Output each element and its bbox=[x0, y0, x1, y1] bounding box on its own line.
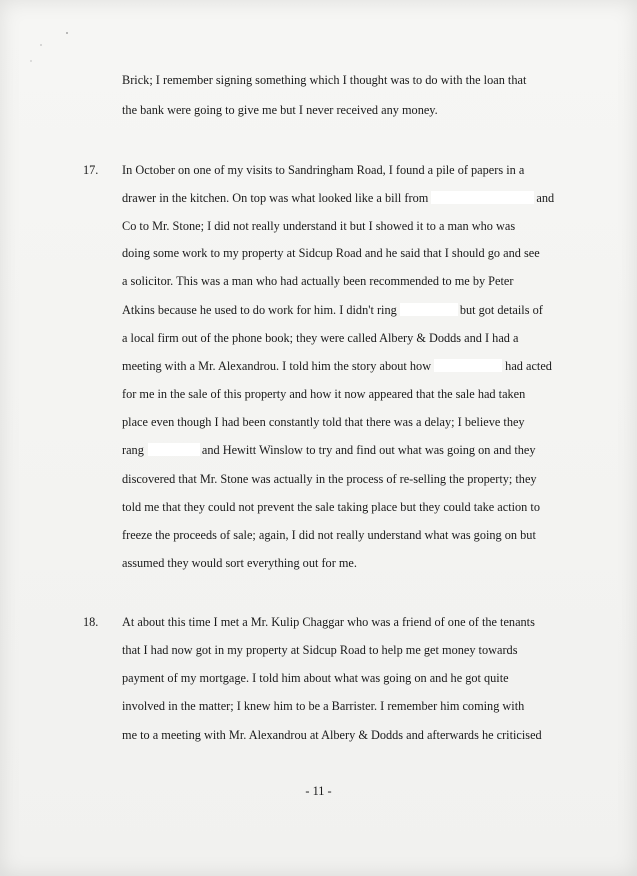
text-segment: rang bbox=[122, 443, 144, 457]
body-line: for me in the sale of this property and how it now appeared that the sale had taken bbox=[122, 387, 526, 401]
paragraph-number: 18. bbox=[83, 615, 99, 629]
redaction-box bbox=[431, 191, 534, 204]
text-segment: had acted bbox=[505, 359, 552, 373]
scan-speck bbox=[30, 60, 32, 62]
body-line: payment of my mortgage. I told him about what was going on and he got quite bbox=[122, 671, 509, 685]
body-line: place even though I had been constantly told that there was a delay; I believe they bbox=[122, 415, 525, 429]
paragraph-number: 17. bbox=[83, 163, 99, 177]
body-line: doing some work to my property at Sidcup Road and he said that I should go and see bbox=[122, 246, 540, 260]
text-segment: Atkins because he used to do work for him. I didn't ring bbox=[122, 303, 400, 317]
body-line: freeze the proceeds of sale; again, I did not really understand what was going on but bbox=[122, 528, 536, 542]
text-segment: drawer in the kitchen. On top was what looked like a bill from bbox=[122, 191, 432, 205]
page-number: - 11 - bbox=[305, 784, 332, 798]
body-line: discovered that Mr. Stone was actually in the process of re-selling the property; they bbox=[122, 472, 537, 486]
body-line: a local firm out of the phone book; they were called Albery & Dodds and I had a bbox=[122, 331, 519, 345]
text-segment: and bbox=[536, 191, 555, 205]
body-line bbox=[122, 442, 536, 458]
body-line: that I had now got in my property at Sidcup Road to help me get money towards bbox=[122, 643, 518, 657]
text-segment: meeting with a Mr. Alexandrou. I told him the story about how bbox=[122, 359, 435, 373]
body-line: At about this time I met a Mr. Kulip Chaggar who was a friend of one of the tenants bbox=[122, 615, 535, 629]
text-segment: but got details of bbox=[459, 303, 543, 317]
body-line: a solicitor. This was a man who had actually been recommended to me by Peter bbox=[122, 274, 514, 288]
scan-speck bbox=[40, 44, 42, 46]
body-line bbox=[122, 302, 543, 318]
body-line: me to a meeting with Mr. Alexandrou at Albery & Dodds and afterwards he criticised bbox=[122, 728, 542, 742]
body-line bbox=[122, 190, 554, 206]
text-segment: and Hewitt Winslow to try and find out what was going on and they bbox=[201, 443, 536, 457]
redaction-box bbox=[148, 443, 200, 456]
body-line: told me that they could not prevent the sale taking place but they could take action to bbox=[122, 500, 540, 514]
body-line: assumed they would sort everything out for me. bbox=[122, 556, 357, 570]
body-line: Co to Mr. Stone; I did not really understand it but I showed it to a man who was bbox=[122, 219, 516, 233]
body-line: Brick; I remember signing something which I thought was to do with the loan that bbox=[122, 73, 527, 87]
redaction-box bbox=[434, 359, 502, 372]
body-line: In October on one of my visits to Sandringham Road, I found a pile of papers in a bbox=[122, 163, 525, 177]
body-line bbox=[122, 358, 552, 374]
body-line: involved in the matter; I knew him to be a Barrister. I remember him coming with bbox=[122, 699, 525, 713]
body-line: the bank were going to give me but I never received any money. bbox=[122, 103, 438, 117]
redaction-box bbox=[400, 303, 458, 316]
scan-speck bbox=[66, 32, 68, 34]
